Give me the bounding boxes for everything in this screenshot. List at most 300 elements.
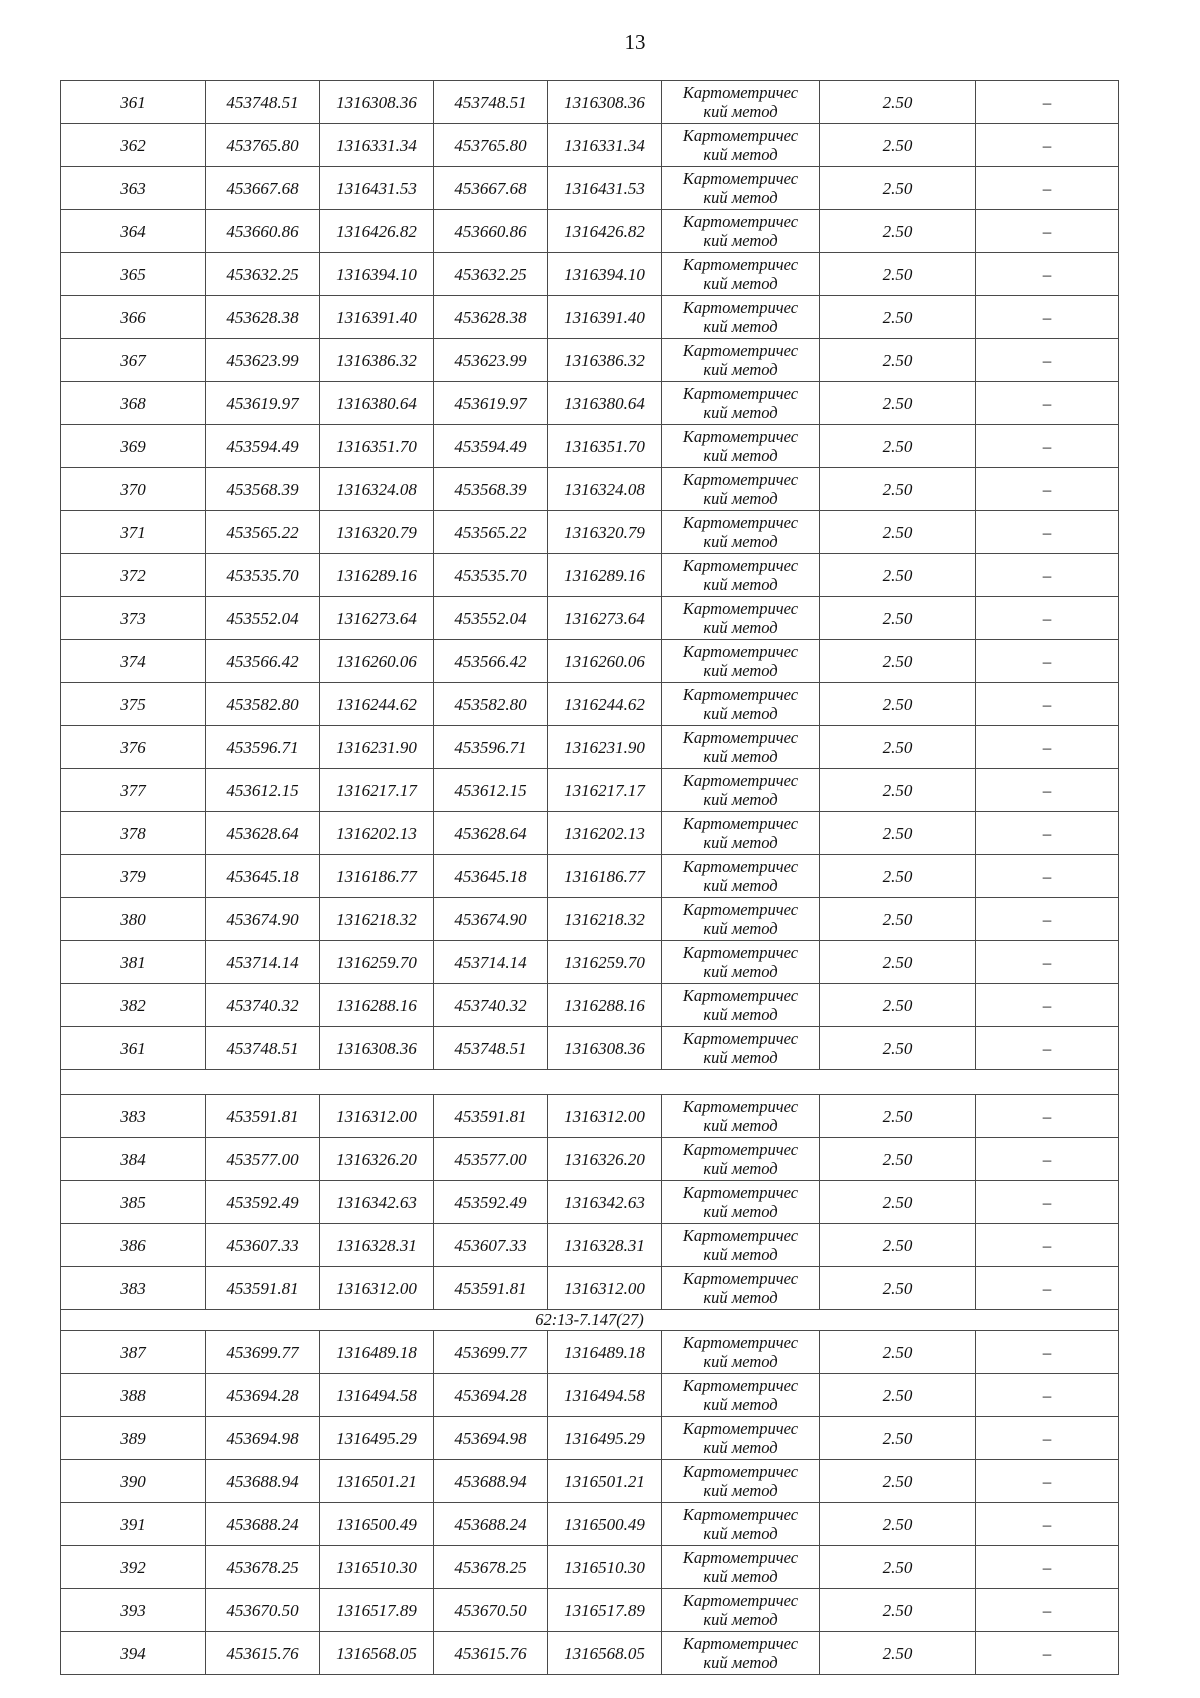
x-new-cell: 453582.80 (434, 683, 548, 726)
table-row (61, 382, 1119, 425)
method-line-2: кий метод (703, 446, 778, 465)
method-line-1: Картометричес (682, 255, 799, 274)
method-line-1: Картометричес (682, 83, 799, 102)
table-row (61, 1460, 1119, 1503)
point-number-cell: 393 (61, 1589, 206, 1632)
point-number-cell: 384 (61, 1138, 206, 1181)
method-cell (662, 167, 820, 210)
x-new-cell: 453660.86 (434, 210, 548, 253)
x-new-cell: 453612.15 (434, 769, 548, 812)
table-row (61, 1181, 1119, 1224)
x-new-cell: 453623.99 (434, 339, 548, 382)
method-line-2: кий метод (703, 1005, 778, 1024)
method-line-2: кий метод (703, 962, 778, 981)
y-existing-cell: 1316202.13 (320, 812, 434, 855)
method-cell (662, 855, 820, 898)
point-number-cell: 365 (61, 253, 206, 296)
page-number: 13 (624, 30, 646, 54)
y-existing-cell: 1316186.77 (320, 855, 434, 898)
table-row (61, 1503, 1119, 1546)
y-existing-cell: 1316426.82 (320, 210, 434, 253)
x-new-cell: 453607.33 (434, 1224, 548, 1267)
method-line-2: кий метод (703, 489, 778, 508)
y-existing-cell: 1316312.00 (320, 1095, 434, 1138)
point-number-cell: 377 (61, 769, 206, 812)
method-line-1: Картометричес (682, 169, 799, 188)
method-line-1: Картометричес (682, 1029, 799, 1048)
method-cell (662, 1027, 820, 1070)
method-line-1: Картометричес (682, 212, 799, 231)
y-new-cell: 1316260.06 (548, 640, 662, 683)
method-line-1: Картометричес (682, 1548, 799, 1567)
accuracy-cell: 2.50 (820, 124, 976, 167)
point-number-cell: 361 (61, 1027, 206, 1070)
method-line-2: кий метод (703, 317, 778, 336)
method-line-2: кий метод (703, 876, 778, 895)
x-new-cell: 453632.25 (434, 253, 548, 296)
y-new-cell: 1316351.70 (548, 425, 662, 468)
y-new-cell: 1316494.58 (548, 1374, 662, 1417)
x-new-cell: 453645.18 (434, 855, 548, 898)
method-cell (662, 425, 820, 468)
method-cell (662, 339, 820, 382)
table-row (61, 812, 1119, 855)
method-cell (662, 1138, 820, 1181)
x-new-cell: 453552.04 (434, 597, 548, 640)
y-new-cell: 1316312.00 (548, 1095, 662, 1138)
method-line-2: кий метод (703, 1159, 778, 1178)
x-existing-cell: 453607.33 (206, 1224, 320, 1267)
point-number-cell: 369 (61, 425, 206, 468)
description-cell: – (976, 1027, 1119, 1070)
table-row (61, 296, 1119, 339)
y-new-cell: 1316324.08 (548, 468, 662, 511)
x-existing-cell: 453699.77 (206, 1331, 320, 1374)
method-cell (662, 296, 820, 339)
description-cell: – (976, 1460, 1119, 1503)
accuracy-cell: 2.50 (820, 1267, 976, 1310)
x-existing-cell: 453694.28 (206, 1374, 320, 1417)
table-row (61, 1632, 1119, 1675)
y-existing-cell: 1316489.18 (320, 1331, 434, 1374)
accuracy-cell: 2.50 (820, 210, 976, 253)
accuracy-cell: 2.50 (820, 382, 976, 425)
method-line-2: кий метод (703, 1202, 778, 1221)
x-new-cell: 453699.77 (434, 1331, 548, 1374)
description-cell: – (976, 124, 1119, 167)
method-cell (662, 1181, 820, 1224)
x-existing-cell: 453623.99 (206, 339, 320, 382)
point-number-cell: 394 (61, 1632, 206, 1675)
x-existing-cell: 453674.90 (206, 898, 320, 941)
accuracy-cell: 2.50 (820, 511, 976, 554)
point-number-cell: 375 (61, 683, 206, 726)
description-cell: – (976, 640, 1119, 683)
table-row (61, 984, 1119, 1027)
table-row (61, 898, 1119, 941)
y-new-cell: 1316231.90 (548, 726, 662, 769)
method-cell (662, 1224, 820, 1267)
x-new-cell: 453628.64 (434, 812, 548, 855)
accuracy-cell: 2.50 (820, 253, 976, 296)
accuracy-cell: 2.50 (820, 468, 976, 511)
y-existing-cell: 1316312.00 (320, 1267, 434, 1310)
table-row (61, 1224, 1119, 1267)
description-cell: – (976, 210, 1119, 253)
method-line-1: Картометричес (682, 298, 799, 317)
table-row (61, 769, 1119, 812)
method-line-1: Картометричес (682, 1634, 799, 1653)
x-existing-cell: 453591.81 (206, 1267, 320, 1310)
method-line-1: Картометричес (682, 1505, 799, 1524)
accuracy-cell: 2.50 (820, 1374, 976, 1417)
method-cell (662, 812, 820, 855)
point-number-cell: 374 (61, 640, 206, 683)
method-line-1: Картометричес (682, 1226, 799, 1245)
description-cell: – (976, 554, 1119, 597)
method-line-2: кий метод (703, 102, 778, 121)
method-cell (662, 1546, 820, 1589)
point-number-cell: 364 (61, 210, 206, 253)
x-existing-cell: 453765.80 (206, 124, 320, 167)
accuracy-cell: 2.50 (820, 1224, 976, 1267)
description-cell: – (976, 855, 1119, 898)
method-line-1: Картометричес (682, 986, 799, 1005)
x-new-cell: 453577.00 (434, 1138, 548, 1181)
method-line-1: Картометричес (682, 943, 799, 962)
table-row (61, 1138, 1119, 1181)
method-cell (662, 769, 820, 812)
point-number-cell: 386 (61, 1224, 206, 1267)
accuracy-cell: 2.50 (820, 855, 976, 898)
method-cell (662, 511, 820, 554)
table-row (61, 124, 1119, 167)
description-cell: – (976, 1267, 1119, 1310)
x-new-cell: 453592.49 (434, 1181, 548, 1224)
table-row (61, 511, 1119, 554)
y-existing-cell: 1316394.10 (320, 253, 434, 296)
y-new-cell: 1316331.34 (548, 124, 662, 167)
point-number-cell: 366 (61, 296, 206, 339)
method-cell (662, 382, 820, 425)
y-new-cell: 1316202.13 (548, 812, 662, 855)
method-cell (662, 554, 820, 597)
method-line-1: Картометричес (682, 341, 799, 360)
method-line-1: Картометричес (682, 900, 799, 919)
x-existing-cell: 453565.22 (206, 511, 320, 554)
description-cell: – (976, 339, 1119, 382)
accuracy-cell: 2.50 (820, 1027, 976, 1070)
description-cell: – (976, 941, 1119, 984)
method-cell (662, 253, 820, 296)
method-line-2: кий метод (703, 360, 778, 379)
group-label-row (61, 1310, 1119, 1331)
description-cell: – (976, 1138, 1119, 1181)
method-line-2: кий метод (703, 1288, 778, 1307)
method-cell (662, 683, 820, 726)
description-cell: – (976, 253, 1119, 296)
point-number-cell: 371 (61, 511, 206, 554)
method-line-1: Картометричес (682, 1183, 799, 1202)
method-cell (662, 1417, 820, 1460)
method-cell (662, 210, 820, 253)
group-label: 62:13-7.147(27) (61, 1310, 1119, 1331)
y-new-cell: 1316328.31 (548, 1224, 662, 1267)
method-cell (662, 124, 820, 167)
x-existing-cell: 453688.24 (206, 1503, 320, 1546)
y-new-cell: 1316391.40 (548, 296, 662, 339)
point-number-cell: 385 (61, 1181, 206, 1224)
x-existing-cell: 453552.04 (206, 597, 320, 640)
y-new-cell: 1316320.79 (548, 511, 662, 554)
description-cell: – (976, 1374, 1119, 1417)
method-line-1: Картометричес (682, 857, 799, 876)
x-new-cell: 453688.24 (434, 1503, 548, 1546)
point-number-cell: 390 (61, 1460, 206, 1503)
y-new-cell: 1316186.77 (548, 855, 662, 898)
accuracy-cell: 2.50 (820, 296, 976, 339)
x-existing-cell: 453582.80 (206, 683, 320, 726)
method-line-2: кий метод (703, 790, 778, 809)
method-line-2: кий метод (703, 747, 778, 766)
y-existing-cell: 1316501.21 (320, 1460, 434, 1503)
description-cell: – (976, 1181, 1119, 1224)
method-line-2: кий метод (703, 661, 778, 680)
table-row (61, 1417, 1119, 1460)
point-number-cell: 378 (61, 812, 206, 855)
table-row (61, 726, 1119, 769)
y-new-cell: 1316431.53 (548, 167, 662, 210)
x-existing-cell: 453748.51 (206, 1027, 320, 1070)
accuracy-cell: 2.50 (820, 1503, 976, 1546)
description-cell: – (976, 898, 1119, 941)
table-row (61, 253, 1119, 296)
method-line-1: Картометричес (682, 513, 799, 532)
description-cell: – (976, 1589, 1119, 1632)
accuracy-cell: 2.50 (820, 81, 976, 124)
y-existing-cell: 1316288.16 (320, 984, 434, 1027)
method-line-2: кий метод (703, 1395, 778, 1414)
point-number-cell: 383 (61, 1095, 206, 1138)
y-new-cell: 1316217.17 (548, 769, 662, 812)
point-number-cell: 382 (61, 984, 206, 1027)
method-line-1: Картометричес (682, 1097, 799, 1116)
method-line-1: Картометричес (682, 1140, 799, 1159)
method-line-2: кий метод (703, 919, 778, 938)
method-line-2: кий метод (703, 618, 778, 637)
y-existing-cell: 1316260.06 (320, 640, 434, 683)
table-row (61, 1374, 1119, 1417)
method-cell (662, 1460, 820, 1503)
table-row (61, 1589, 1119, 1632)
method-cell (662, 726, 820, 769)
y-existing-cell: 1316331.34 (320, 124, 434, 167)
table-row (61, 640, 1119, 683)
x-existing-cell: 453694.98 (206, 1417, 320, 1460)
y-new-cell: 1316510.30 (548, 1546, 662, 1589)
y-new-cell: 1316501.21 (548, 1460, 662, 1503)
description-cell: – (976, 425, 1119, 468)
description-cell: – (976, 1331, 1119, 1374)
x-new-cell: 453678.25 (434, 1546, 548, 1589)
method-line-2: кий метод (703, 704, 778, 723)
y-new-cell: 1316394.10 (548, 253, 662, 296)
method-line-2: кий метод (703, 1048, 778, 1067)
x-existing-cell: 453619.97 (206, 382, 320, 425)
y-new-cell: 1316244.62 (548, 683, 662, 726)
method-line-2: кий метод (703, 1116, 778, 1135)
method-line-2: кий метод (703, 532, 778, 551)
y-existing-cell: 1316391.40 (320, 296, 434, 339)
x-existing-cell: 453568.39 (206, 468, 320, 511)
table-row (61, 597, 1119, 640)
point-number-cell: 391 (61, 1503, 206, 1546)
accuracy-cell: 2.50 (820, 1138, 976, 1181)
x-existing-cell: 453596.71 (206, 726, 320, 769)
y-new-cell: 1316273.64 (548, 597, 662, 640)
method-cell (662, 1095, 820, 1138)
table-row (61, 425, 1119, 468)
coordinates-table (60, 80, 1119, 1675)
point-number-cell: 392 (61, 1546, 206, 1589)
method-line-1: Картометричес (682, 427, 799, 446)
method-line-1: Картометричес (682, 126, 799, 145)
x-existing-cell: 453612.15 (206, 769, 320, 812)
description-cell: – (976, 1546, 1119, 1589)
y-new-cell: 1316489.18 (548, 1331, 662, 1374)
y-new-cell: 1316568.05 (548, 1632, 662, 1675)
group-label (61, 1070, 1119, 1095)
table-row (61, 855, 1119, 898)
y-existing-cell: 1316326.20 (320, 1138, 434, 1181)
table-row (61, 554, 1119, 597)
y-existing-cell: 1316517.89 (320, 1589, 434, 1632)
method-cell (662, 898, 820, 941)
method-line-1: Картометричес (682, 642, 799, 661)
table-row (61, 1331, 1119, 1374)
table-row (61, 167, 1119, 210)
x-existing-cell: 453660.86 (206, 210, 320, 253)
description-cell: – (976, 726, 1119, 769)
method-line-1: Картометричес (682, 1419, 799, 1438)
table-row (61, 1546, 1119, 1589)
y-new-cell: 1316288.16 (548, 984, 662, 1027)
point-number-cell: 389 (61, 1417, 206, 1460)
x-new-cell: 453667.68 (434, 167, 548, 210)
x-new-cell: 453748.51 (434, 1027, 548, 1070)
x-existing-cell: 453577.00 (206, 1138, 320, 1181)
x-new-cell: 453740.32 (434, 984, 548, 1027)
accuracy-cell: 2.50 (820, 1460, 976, 1503)
y-new-cell: 1316386.32 (548, 339, 662, 382)
description-cell: – (976, 296, 1119, 339)
point-number-cell: 362 (61, 124, 206, 167)
accuracy-cell: 2.50 (820, 1417, 976, 1460)
method-line-1: Картометричес (682, 556, 799, 575)
y-new-cell: 1316259.70 (548, 941, 662, 984)
x-new-cell: 453535.70 (434, 554, 548, 597)
x-existing-cell: 453632.25 (206, 253, 320, 296)
description-cell: – (976, 382, 1119, 425)
accuracy-cell: 2.50 (820, 640, 976, 683)
x-new-cell: 453565.22 (434, 511, 548, 554)
x-existing-cell: 453645.18 (206, 855, 320, 898)
y-new-cell: 1316289.16 (548, 554, 662, 597)
x-new-cell: 453670.50 (434, 1589, 548, 1632)
method-line-2: кий метод (703, 145, 778, 164)
x-new-cell: 453619.97 (434, 382, 548, 425)
y-existing-cell: 1316500.49 (320, 1503, 434, 1546)
y-existing-cell: 1316324.08 (320, 468, 434, 511)
y-existing-cell: 1316244.62 (320, 683, 434, 726)
x-existing-cell: 453667.68 (206, 167, 320, 210)
x-new-cell: 453748.51 (434, 81, 548, 124)
point-number-cell: 376 (61, 726, 206, 769)
y-existing-cell: 1316273.64 (320, 597, 434, 640)
x-existing-cell: 453670.50 (206, 1589, 320, 1632)
accuracy-cell: 2.50 (820, 769, 976, 812)
method-line-2: кий метод (703, 1524, 778, 1543)
description-cell: – (976, 683, 1119, 726)
y-existing-cell: 1316308.36 (320, 81, 434, 124)
x-new-cell: 453714.14 (434, 941, 548, 984)
accuracy-cell: 2.50 (820, 554, 976, 597)
method-line-1: Картометричес (682, 1269, 799, 1288)
accuracy-cell: 2.50 (820, 1095, 976, 1138)
table-row (61, 941, 1119, 984)
x-existing-cell: 453566.42 (206, 640, 320, 683)
method-cell (662, 941, 820, 984)
method-line-2: кий метод (703, 1567, 778, 1586)
x-existing-cell: 453591.81 (206, 1095, 320, 1138)
method-line-2: кий метод (703, 274, 778, 293)
method-cell (662, 1589, 820, 1632)
y-existing-cell: 1316386.32 (320, 339, 434, 382)
y-existing-cell: 1316568.05 (320, 1632, 434, 1675)
accuracy-cell: 2.50 (820, 339, 976, 382)
point-number-cell: 387 (61, 1331, 206, 1374)
description-cell: – (976, 1224, 1119, 1267)
accuracy-cell: 2.50 (820, 597, 976, 640)
y-new-cell: 1316218.32 (548, 898, 662, 941)
y-existing-cell: 1316289.16 (320, 554, 434, 597)
x-new-cell: 453694.98 (434, 1417, 548, 1460)
accuracy-cell: 2.50 (820, 984, 976, 1027)
point-number-cell: 367 (61, 339, 206, 382)
table-row (61, 683, 1119, 726)
description-cell: – (976, 597, 1119, 640)
method-line-2: кий метод (703, 1245, 778, 1264)
description-cell: – (976, 1417, 1119, 1460)
point-number-cell: 381 (61, 941, 206, 984)
y-existing-cell: 1316308.36 (320, 1027, 434, 1070)
y-existing-cell: 1316380.64 (320, 382, 434, 425)
x-existing-cell: 453628.64 (206, 812, 320, 855)
x-existing-cell: 453740.32 (206, 984, 320, 1027)
method-line-2: кий метод (703, 833, 778, 852)
x-existing-cell: 453615.76 (206, 1632, 320, 1675)
method-cell (662, 81, 820, 124)
description-cell: – (976, 1503, 1119, 1546)
x-new-cell: 453694.28 (434, 1374, 548, 1417)
y-existing-cell: 1316328.31 (320, 1224, 434, 1267)
x-new-cell: 453674.90 (434, 898, 548, 941)
y-existing-cell: 1316342.63 (320, 1181, 434, 1224)
x-existing-cell: 453688.94 (206, 1460, 320, 1503)
table-row (61, 1095, 1119, 1138)
point-number-cell: 368 (61, 382, 206, 425)
point-number-cell: 379 (61, 855, 206, 898)
